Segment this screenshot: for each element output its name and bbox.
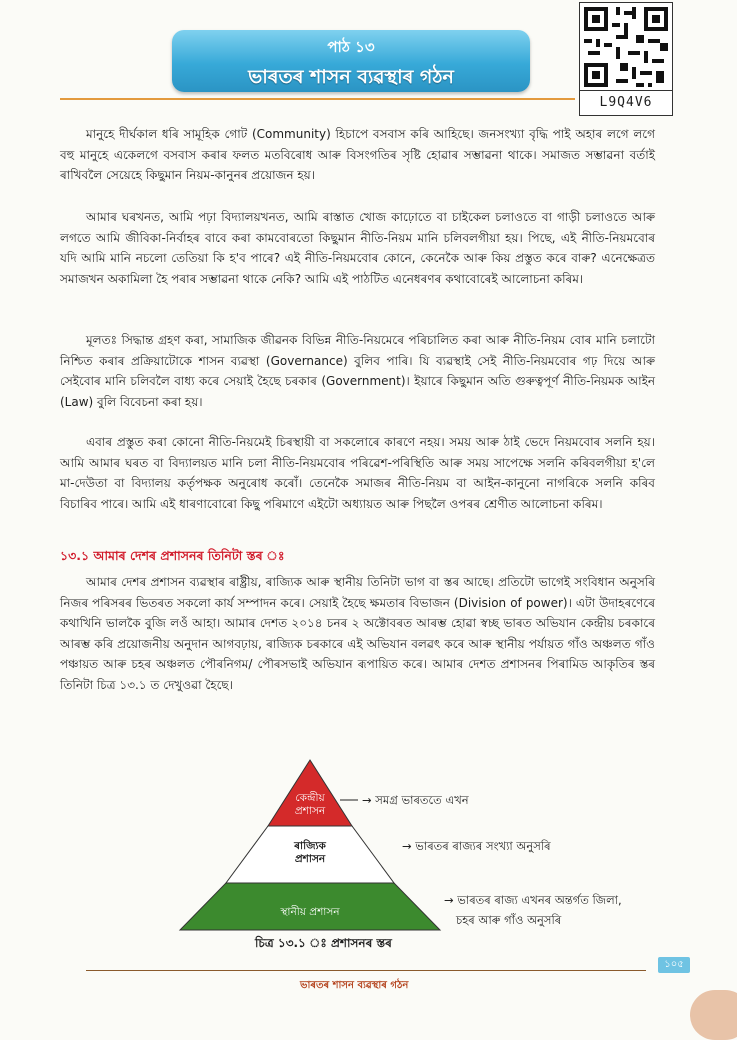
- pyramid-note-central: → সমগ্ৰ ভাৰততে এখন: [362, 793, 469, 807]
- paragraph-1: মানুহে দীৰ্ঘকাল ধৰি সামূহিক গোট (Community) হিচাপে বসবাস কৰি আহিছে। জনসংখ্যা বৃদ্ধি পাই অহাৰ লগে লগে বহু মানুহে একেলগে বসবাস কৰাৰ ফলত মতবিৰোধ আৰু বিসংগতিৰ সৃষ্টি হোৱাৰ সম্ভাৱনা থাকে। সমাজত সম্ভাৱনা বৰ্তাই ৰাখিবলৈ সেয়েহে কিছুমান নিয়ম-কানুনৰ প্ৰয়োজন হয়।: [60, 127, 655, 182]
- footer-rule: [86, 970, 646, 971]
- page-number: ১০৫: [658, 957, 690, 973]
- pyramid-note-state: → ভাৰতৰ ৰাজ্যৰ সংখ্যা অনুসৰি: [402, 839, 551, 853]
- pyramid-label-local: স্থানীয় প্ৰশাসন: [280, 906, 340, 918]
- pyramid-label-state: ৰাজ্যিক প্ৰশাসন: [294, 840, 326, 865]
- section-body: আমাৰ দেশৰ প্ৰশাসন ব্যৱস্থাৰ ৰাষ্ট্ৰীয়, ৰাজ্যিক আৰু স্থানীয় তিনিটা ভাগ বা স্তৰ আছে। প্ৰতিটো ভাগেই সংবিধান অনুসৰি নিজৰ পৰিসৰৰ ভিতৰত সকলো কাৰ্য সম্পাদন কৰে। সেয়াই হৈছে ক্ষমতাৰ বিভাজন (Division of power)। এটা উদাহৰণেৰে কথাখিনি ভালকৈ বুজি লওঁ আহা। আমাৰ দেশত ২০১৪ চনৰ ২ অক্টোবৰত আৰম্ভ হোৱা স্বচ্ছ ভাৰত অভিযান কেন্দ্ৰীয় চৰকাৰে আৰম্ভ কৰি প্ৰয়োজনীয় অনুদান আগবঢ়ায়, ৰাজ্যিক চৰকাৰে এই অভিযান বলৱৎ কৰে আৰু স্থানীয় পৰ্যায়ত গাঁও অঞ্চলত গাঁও পঞ্চায়ত আৰু চহৰ অঞ্চলত পৌৰনিগম/ পৌৰসভাই অভিযান ৰূপায়িত কৰে। আমাৰ দেশত প্ৰশাসনৰ পিৰামিড আকৃতিৰ স্তৰ তিনিটা চিত্ৰ ১৩.১ ত দেখুওৱা হৈছে।: [60, 575, 655, 692]
- chapter-title: ভাৰতৰ শাসন ব্যৱস্থাৰ গঠন: [248, 66, 454, 88]
- pyramid-note-local: → ভাৰতৰ ৰাজ্য এখনৰ অন্তৰ্গত জিলা, চহৰ আৰু গাঁও অনুসৰি: [444, 893, 622, 927]
- lesson-number: পাঠ ১৩: [327, 38, 375, 56]
- pyramid-label-central: কেন্দ্ৰীয় প্ৰশাসন: [294, 792, 326, 817]
- section-heading: ১৩.১ আমাৰ দেশৰ প্ৰশাসনৰ তিনিটা স্তৰ ঃ: [60, 548, 285, 563]
- thumb-shadow: [690, 990, 737, 1040]
- figure-caption: চিত্ৰ ১৩.১ ঃ প্ৰশাসনৰ স্তৰ: [255, 936, 392, 950]
- paragraph-3: মূলতঃ সিদ্ধান্ত গ্ৰহণ কৰা, সামাজিক জীৱনক বিভিন্ন নীতি-নিয়মেৰে পৰিচালিত কৰা আৰু নীতি-নিয়ম বোৰ মানি চলাটো নিশ্চিত কৰাৰ প্ৰক্ৰিয়াটোকে শাসন ব্যৱস্থা (Governance) বুলিব পাৰি। যি ব্যৱস্থাই সেই নীতি-নিয়মবোৰ গঢ় দিয়ে আৰু সেইবোৰ মানি চলিবলৈ বাধ্য কৰে সেয়াই হৈছে চৰকাৰ (Government)। ইয়াৰে কিছুমান অতি গুৰুত্বপূৰ্ণ নীতি-নিয়মক আইন (Law) বুলি বিবেচনা কৰা হয়।: [60, 333, 655, 409]
- qr-code-text: L9Q4V6: [579, 90, 673, 116]
- running-title: ভাৰতৰ শাসন ব্যৱস্থাৰ গঠন: [300, 980, 409, 991]
- paragraph-2: আমাৰ ঘৰখনত, আমি পঢ়া বিদ্যালয়খনত, আমি ৰাস্তাত খোজ কাঢ়োতে বা চাইকেল চলাওতে বা গাড়ী চলাওতে আৰু লগতে আমি জীবিকা-নিৰ্বাহৰ বাবে কৰা কামবোৰতো কিছুমান নীতি-নিয়ম মানি চলিবলগীয়া হয়। পিছে, এই নীতি-নিয়মবোৰ যদি আমি মানি নচলো তেতিয়া কি হ'ব পাৰে? এই নীতি-নিয়মবোৰ কোনে, কেনেকৈ আৰু কিয় প্ৰস্তুত কৰে বাৰু? এনেক্ষেত্ৰত সমাজখন অকামিলা হৈ পৰাৰ সম্ভাৱনা থাকে নেকি? আমি এই পাঠটিত এনেধৰণৰ কথাবোৰেই আলোচনা কৰিম।: [60, 210, 655, 286]
- paragraph-4: এবাৰ প্ৰস্তুত কৰা কোনো নীতি-নিয়মেই চিৰস্থায়ী বা সকলোৰে কাৰণে নহয়। সময় আৰু ঠাই ভেদে নিয়মবোৰ সলনি হয়। আমি আমাৰ ঘৰত বা বিদ্যালয়ত মানি চলা নীতি-নিয়মবোৰ পৰিৱেশ-পৰিস্থিতি আৰু সময় সাপেক্ষে সলনি কৰিবলগীয়া হ'লে মা-দেউতা বা বিদ্যালয় কৰ্তৃপক্ষক অনুৰোধ কৰোঁ। তেনেকৈ সমাজৰ নীতি-নিয়ম বা আইন-কানুনো নাগৰিকে সলনি কৰিব বিচাৰিব পাৰে। আমি এই ধাৰণাবোৰো কিছু পৰিমাণে এইটো অধ্যায়ত আৰু পিছলৈ ওপৰৰ শ্ৰেণীত আলোচনা কৰিম।: [60, 435, 655, 511]
